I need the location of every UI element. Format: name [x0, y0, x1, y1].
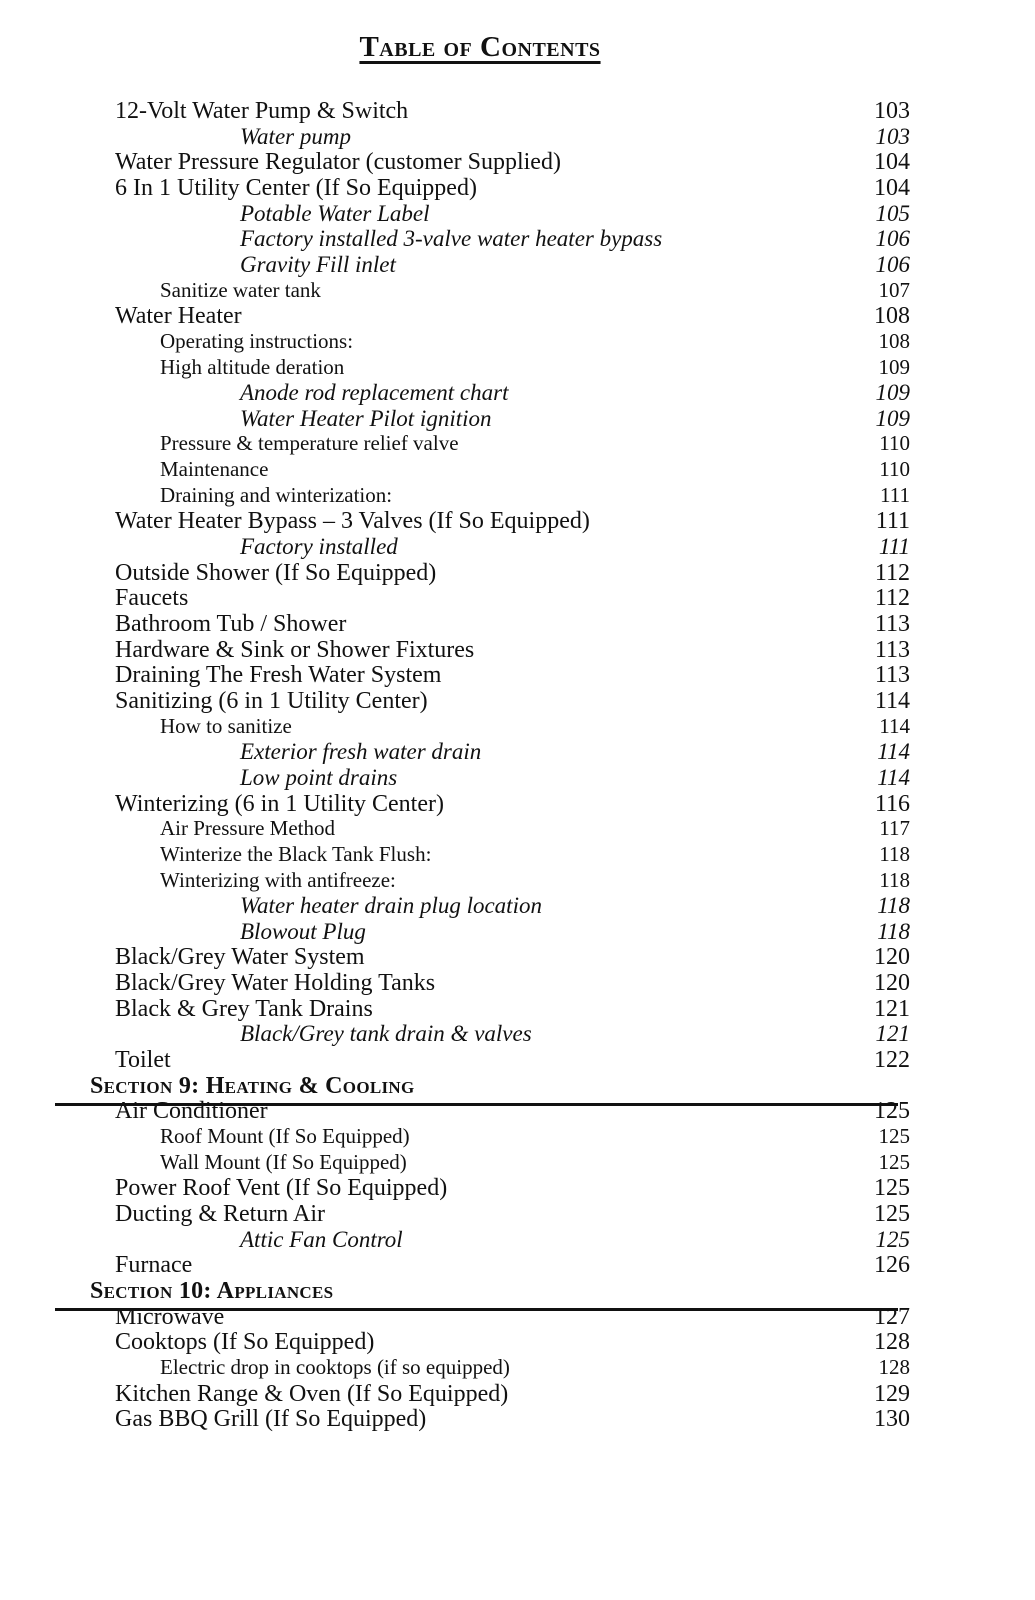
toc-entry-label: Ducting & Return Air: [115, 1201, 325, 1227]
toc-entry-page-number: 108: [878, 328, 910, 353]
toc-entry-page-number: 120: [874, 944, 910, 971]
toc-entry-label: Operating instructions:: [160, 328, 354, 353]
toc-entry-page-number: 128: [874, 1329, 910, 1356]
toc-entry: [0, 201, 1035, 227]
toc-entry: [0, 560, 1035, 586]
toc-entry-label: Black & Grey Tank Drains: [115, 995, 373, 1022]
toc-entry-page-number: 121: [874, 995, 910, 1022]
toc-entry: [0, 1304, 1035, 1330]
toc-entry-label: Power Roof Vent (If So Equipped): [115, 1175, 448, 1202]
toc-entry-label: Anode rod replacement chart: [240, 380, 509, 406]
toc-entry: [0, 431, 1035, 457]
toc-entry-page-number: 114: [877, 739, 910, 765]
toc-entry-page-number: 122: [874, 1047, 910, 1073]
toc-entry: [0, 303, 1035, 329]
toc-entry-label: Water Heater Pilot ignition: [240, 405, 492, 431]
toc-entry-page-number: 113: [874, 662, 910, 689]
toc-entry: [0, 919, 1035, 945]
toc-entry: [0, 688, 1035, 714]
toc-entry: [0, 1201, 1035, 1227]
toc-entry-label: Attic Fan Control: [240, 1226, 403, 1252]
toc-entry-page-number: 110: [879, 457, 910, 482]
toc-entry: [0, 1150, 1035, 1176]
toc-entry-label: Hardware & Sink or Shower Fixtures: [115, 636, 475, 663]
toc-entry-label: 12-Volt Water Pump & Switch: [115, 98, 409, 124]
toc-entry: [0, 406, 1035, 432]
toc-entry-label: 6 In 1 Utility Center (If So Equipped): [115, 174, 477, 201]
toc-entry: [0, 791, 1035, 817]
toc-entry: [0, 1406, 1035, 1432]
toc-entry-label: Draining The Fresh Water System: [115, 662, 442, 689]
toc-entry-label: Air Pressure Method: [160, 816, 335, 841]
toc-entry-page-number: 125: [875, 1226, 910, 1252]
toc-entry-label: Sanitize water tank: [160, 277, 321, 302]
toc-entry-page-number: 121: [875, 1021, 910, 1047]
toc-entry-page-number: 109: [878, 354, 910, 379]
toc-entry-label: Wall Mount (If So Equipped): [160, 1149, 407, 1174]
toc-entry-page-number: 118: [879, 841, 910, 866]
toc-entry-page-number: 125: [878, 1149, 910, 1174]
toc-entry-page-number: 125: [878, 1124, 910, 1148]
toc-entry-page-number: 109: [875, 405, 910, 431]
toc-entry: [0, 329, 1035, 355]
toc-entry-label: Maintenance: [160, 457, 269, 482]
toc-entry-label: Pressure & temperature relief valve: [160, 431, 459, 456]
toc-entry-label: Gravity Fill inlet: [240, 251, 396, 277]
toc-entry: [0, 355, 1035, 381]
toc-entry: [0, 278, 1035, 304]
toc-entry: [0, 714, 1035, 740]
toc-entry: [0, 508, 1035, 534]
toc-entry-label: Winterizing with antifreeze:: [160, 867, 396, 892]
toc-entry: [0, 124, 1035, 150]
section-heading: [0, 1073, 1035, 1099]
toc-entry-page-number: 126: [874, 1252, 910, 1279]
toc-entry-page-number: 125: [874, 1098, 910, 1125]
toc-entry-page-number: 112: [874, 585, 910, 612]
toc-entry: [0, 611, 1035, 637]
toc-entry-page-number: 108: [874, 303, 910, 330]
toc-entry-page-number: 111: [875, 508, 910, 535]
toc-entry-page-number: 111: [878, 534, 910, 559]
toc-entry-page-number: 112: [874, 559, 910, 586]
toc-entry-label: Bathroom Tub / Shower: [115, 611, 347, 637]
toc-entry: [0, 1047, 1035, 1073]
toc-entry-label: Kitchen Range & Oven (If So Equipped): [115, 1380, 509, 1407]
toc-entry: [0, 996, 1035, 1022]
toc-entry-page-number: 110: [879, 431, 910, 456]
toc-entry-page-number: 103: [875, 123, 910, 149]
toc-entry: [0, 585, 1035, 611]
toc-entry-label: Water Pressure Regulator (customer Supplied): [115, 149, 561, 176]
page-title-text: Table of Contents: [359, 31, 601, 63]
toc-entry-label: Blowout Plug: [240, 918, 366, 944]
toc-entry-label: Black/Grey Water Holding Tanks: [115, 970, 436, 997]
toc-entry-label: Black/Grey tank drain & valves: [240, 1021, 532, 1047]
toc-entry-label: Water heater drain plug location: [240, 893, 542, 919]
toc-entry-label: Cooktops (If So Equipped): [115, 1329, 375, 1356]
toc-entry-page-number: 118: [879, 867, 910, 892]
toc-entry: [0, 842, 1035, 868]
toc-entry: [0, 1021, 1035, 1047]
toc-entry-label: Microwave: [115, 1303, 225, 1330]
toc-entry-page-number: 104: [874, 174, 910, 201]
toc-entry-page-number: 127: [874, 1303, 910, 1330]
section-heading-label: Section 9: Heating & Cooling: [90, 1072, 415, 1099]
toc-entry: [0, 380, 1035, 406]
toc-entry: [0, 637, 1035, 663]
toc-entry: [0, 1227, 1035, 1253]
toc-entry-label: Winterize the Black Tank Flush:: [160, 841, 432, 866]
toc-entry-label: Factory installed: [240, 534, 398, 559]
toc-entry-page-number: 118: [877, 893, 910, 919]
toc-entry-label: Sanitizing (6 in 1 Utility Center): [115, 687, 428, 714]
toc-entry-page-number: 128: [878, 1354, 910, 1379]
toc-entry-label: Faucets: [115, 585, 189, 612]
toc-entry-label: Black/Grey Water System: [115, 944, 365, 971]
toc-entry: [0, 483, 1035, 509]
toc-entry-page-number: 125: [874, 1201, 910, 1227]
toc-entry-label: Exterior fresh water drain: [240, 739, 482, 765]
toc-entry-label: Outside Shower (If So Equipped): [115, 559, 437, 586]
toc-entry-label: Water pump: [240, 123, 351, 149]
toc-entry-page-number: 118: [877, 918, 910, 944]
toc-entry-label: Roof Mount (If So Equipped): [160, 1124, 410, 1148]
toc-entry-label: How to sanitize: [160, 713, 292, 738]
toc-entry-label: Water Heater Bypass – 3 Valves (If So Equipped): [115, 508, 590, 535]
toc-entry: [0, 149, 1035, 175]
toc-entry: [0, 739, 1035, 765]
section-heading-label: Section 10: Appliances: [90, 1277, 334, 1304]
toc-entry: [0, 457, 1035, 483]
toc-entry-page-number: 130: [874, 1406, 910, 1433]
toc-entry-page-number: 114: [874, 687, 910, 714]
toc-entry-page-number: 105: [875, 200, 910, 226]
toc-entry: [0, 252, 1035, 278]
toc-entry: [0, 1329, 1035, 1355]
toc-entry-page-number: 107: [878, 277, 910, 302]
toc-entry-label: Potable Water Label: [240, 200, 430, 226]
toc-entry-page-number: 129: [874, 1380, 910, 1407]
toc-entry: [0, 662, 1035, 688]
toc-entry: [0, 1252, 1035, 1278]
toc-entry-page-number: 103: [874, 98, 910, 124]
toc-entry: [0, 1355, 1035, 1381]
toc-entry-label: Air Conditioner: [115, 1098, 268, 1125]
toc-entry-page-number: 120: [874, 970, 910, 997]
toc-entry: [0, 944, 1035, 970]
toc-entry-label: Furnace: [115, 1252, 193, 1279]
toc-entry: [0, 534, 1035, 560]
toc-entry-label: Factory installed 3-valve water heater bypass: [240, 226, 663, 252]
toc-entry-page-number: 113: [874, 636, 910, 663]
toc-entry: [0, 175, 1035, 201]
toc-entry-label: Gas BBQ Grill (If So Equipped): [115, 1406, 427, 1433]
toc-entry: [0, 970, 1035, 996]
toc-entry: [0, 98, 1035, 124]
toc-entry-label: Toilet: [115, 1047, 171, 1073]
toc-entry-page-number: 113: [874, 611, 910, 637]
toc-entry: [0, 226, 1035, 252]
toc-entry: [0, 765, 1035, 791]
toc-entry-label: Low point drains: [240, 764, 398, 790]
toc-entry-page-number: 116: [874, 790, 910, 817]
section-heading: [0, 1278, 1035, 1304]
toc-entry-page-number: 114: [877, 764, 910, 790]
toc-entry-page-number: 114: [879, 713, 910, 738]
toc-entry-label: Draining and winterization:: [160, 482, 393, 507]
toc-entry-label: High altitude deration: [160, 354, 345, 379]
toc-entry: [0, 1098, 1035, 1124]
toc-entry-page-number: 117: [879, 816, 910, 841]
toc-entry-label: Winterizing (6 in 1 Utility Center): [115, 790, 444, 817]
toc-entry-page-number: 104: [874, 149, 910, 176]
toc-entry-page-number: 106: [875, 251, 910, 277]
toc-entry: [0, 816, 1035, 842]
toc-entry: [0, 868, 1035, 894]
toc-entry-label: Electric drop in cooktops (if so equipped): [160, 1354, 510, 1379]
toc-entry: [0, 1175, 1035, 1201]
toc-entry: [0, 1124, 1035, 1150]
toc-entry-page-number: 125: [874, 1175, 910, 1202]
toc-entry-page-number: 109: [875, 380, 910, 406]
toc-entry-page-number: 111: [880, 482, 910, 507]
toc-entry: [0, 1381, 1035, 1407]
toc-entry-page-number: 106: [875, 226, 910, 252]
toc-entry: [0, 893, 1035, 919]
toc-entry-label: Water Heater: [115, 303, 242, 330]
